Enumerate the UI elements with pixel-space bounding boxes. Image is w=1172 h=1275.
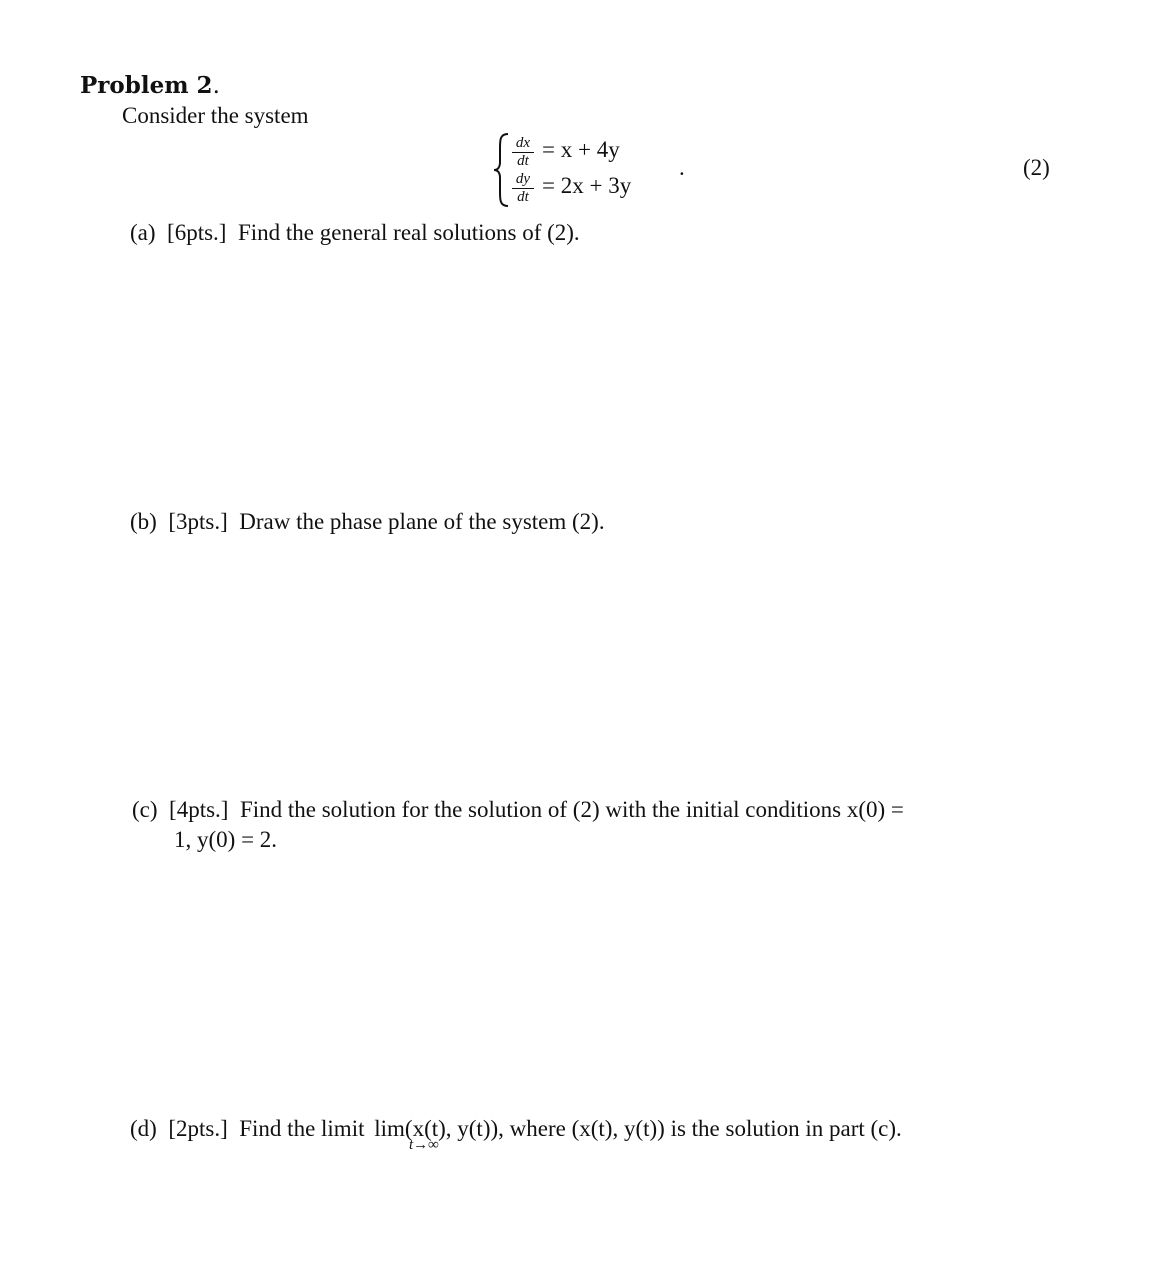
part-d-text-after: (x(t), y(t)), where (x(t), y(t)) is the solution in part (c). — [404, 1116, 902, 1141]
part-b — [130, 509, 605, 535]
eq1-fraction — [512, 136, 534, 169]
part-c-points: [4pts.] — [169, 797, 229, 822]
eq1-rhs: = x + 4y — [542, 137, 620, 162]
part-d — [130, 1116, 902, 1142]
part-d-text-before: Find the limit — [239, 1116, 365, 1141]
eq2-fraction — [512, 172, 534, 205]
eq1-denominator: dt — [517, 153, 529, 169]
part-d-points: [2pts.] — [168, 1116, 228, 1141]
part-a-points: [6pts.] — [167, 220, 227, 245]
problem-title — [80, 72, 220, 99]
left-brace-icon — [492, 132, 514, 208]
part-c-line1: Find the solution for the solution of (2) with the initial conditions x(0) = — [239, 797, 904, 822]
eq2-rhs: = 2x + 3y — [542, 173, 632, 198]
part-a-label: (a) — [130, 220, 156, 245]
part-c-label: (c) — [132, 797, 158, 822]
system-trailing-period: . — [679, 155, 685, 180]
part-d-label: (d) — [130, 1116, 157, 1141]
problem-title-punct: . — [212, 73, 220, 99]
problem-title-text: Problem 2 — [80, 72, 213, 99]
equation-number: (2) — [1023, 155, 1050, 180]
eq1-numerator: dx — [515, 135, 531, 151]
limit-subscript: t→∞ — [409, 1137, 439, 1153]
part-b-label: (b) — [130, 509, 157, 534]
problem-intro: Consider the system — [122, 103, 309, 128]
part-a — [130, 220, 580, 246]
eq2-numerator: dy — [515, 171, 531, 187]
part-c-line2: 1, y(0) = 2. — [174, 827, 278, 852]
part-c — [132, 797, 904, 823]
eq2-denominator: dt — [517, 189, 529, 205]
part-b-points: [3pts.] — [168, 509, 228, 534]
part-a-text: Find the general real solutions of (2). — [237, 220, 580, 245]
limit-operator: lim — [374, 1116, 405, 1141]
part-b-text: Draw the phase plane of the system (2). — [239, 509, 605, 534]
